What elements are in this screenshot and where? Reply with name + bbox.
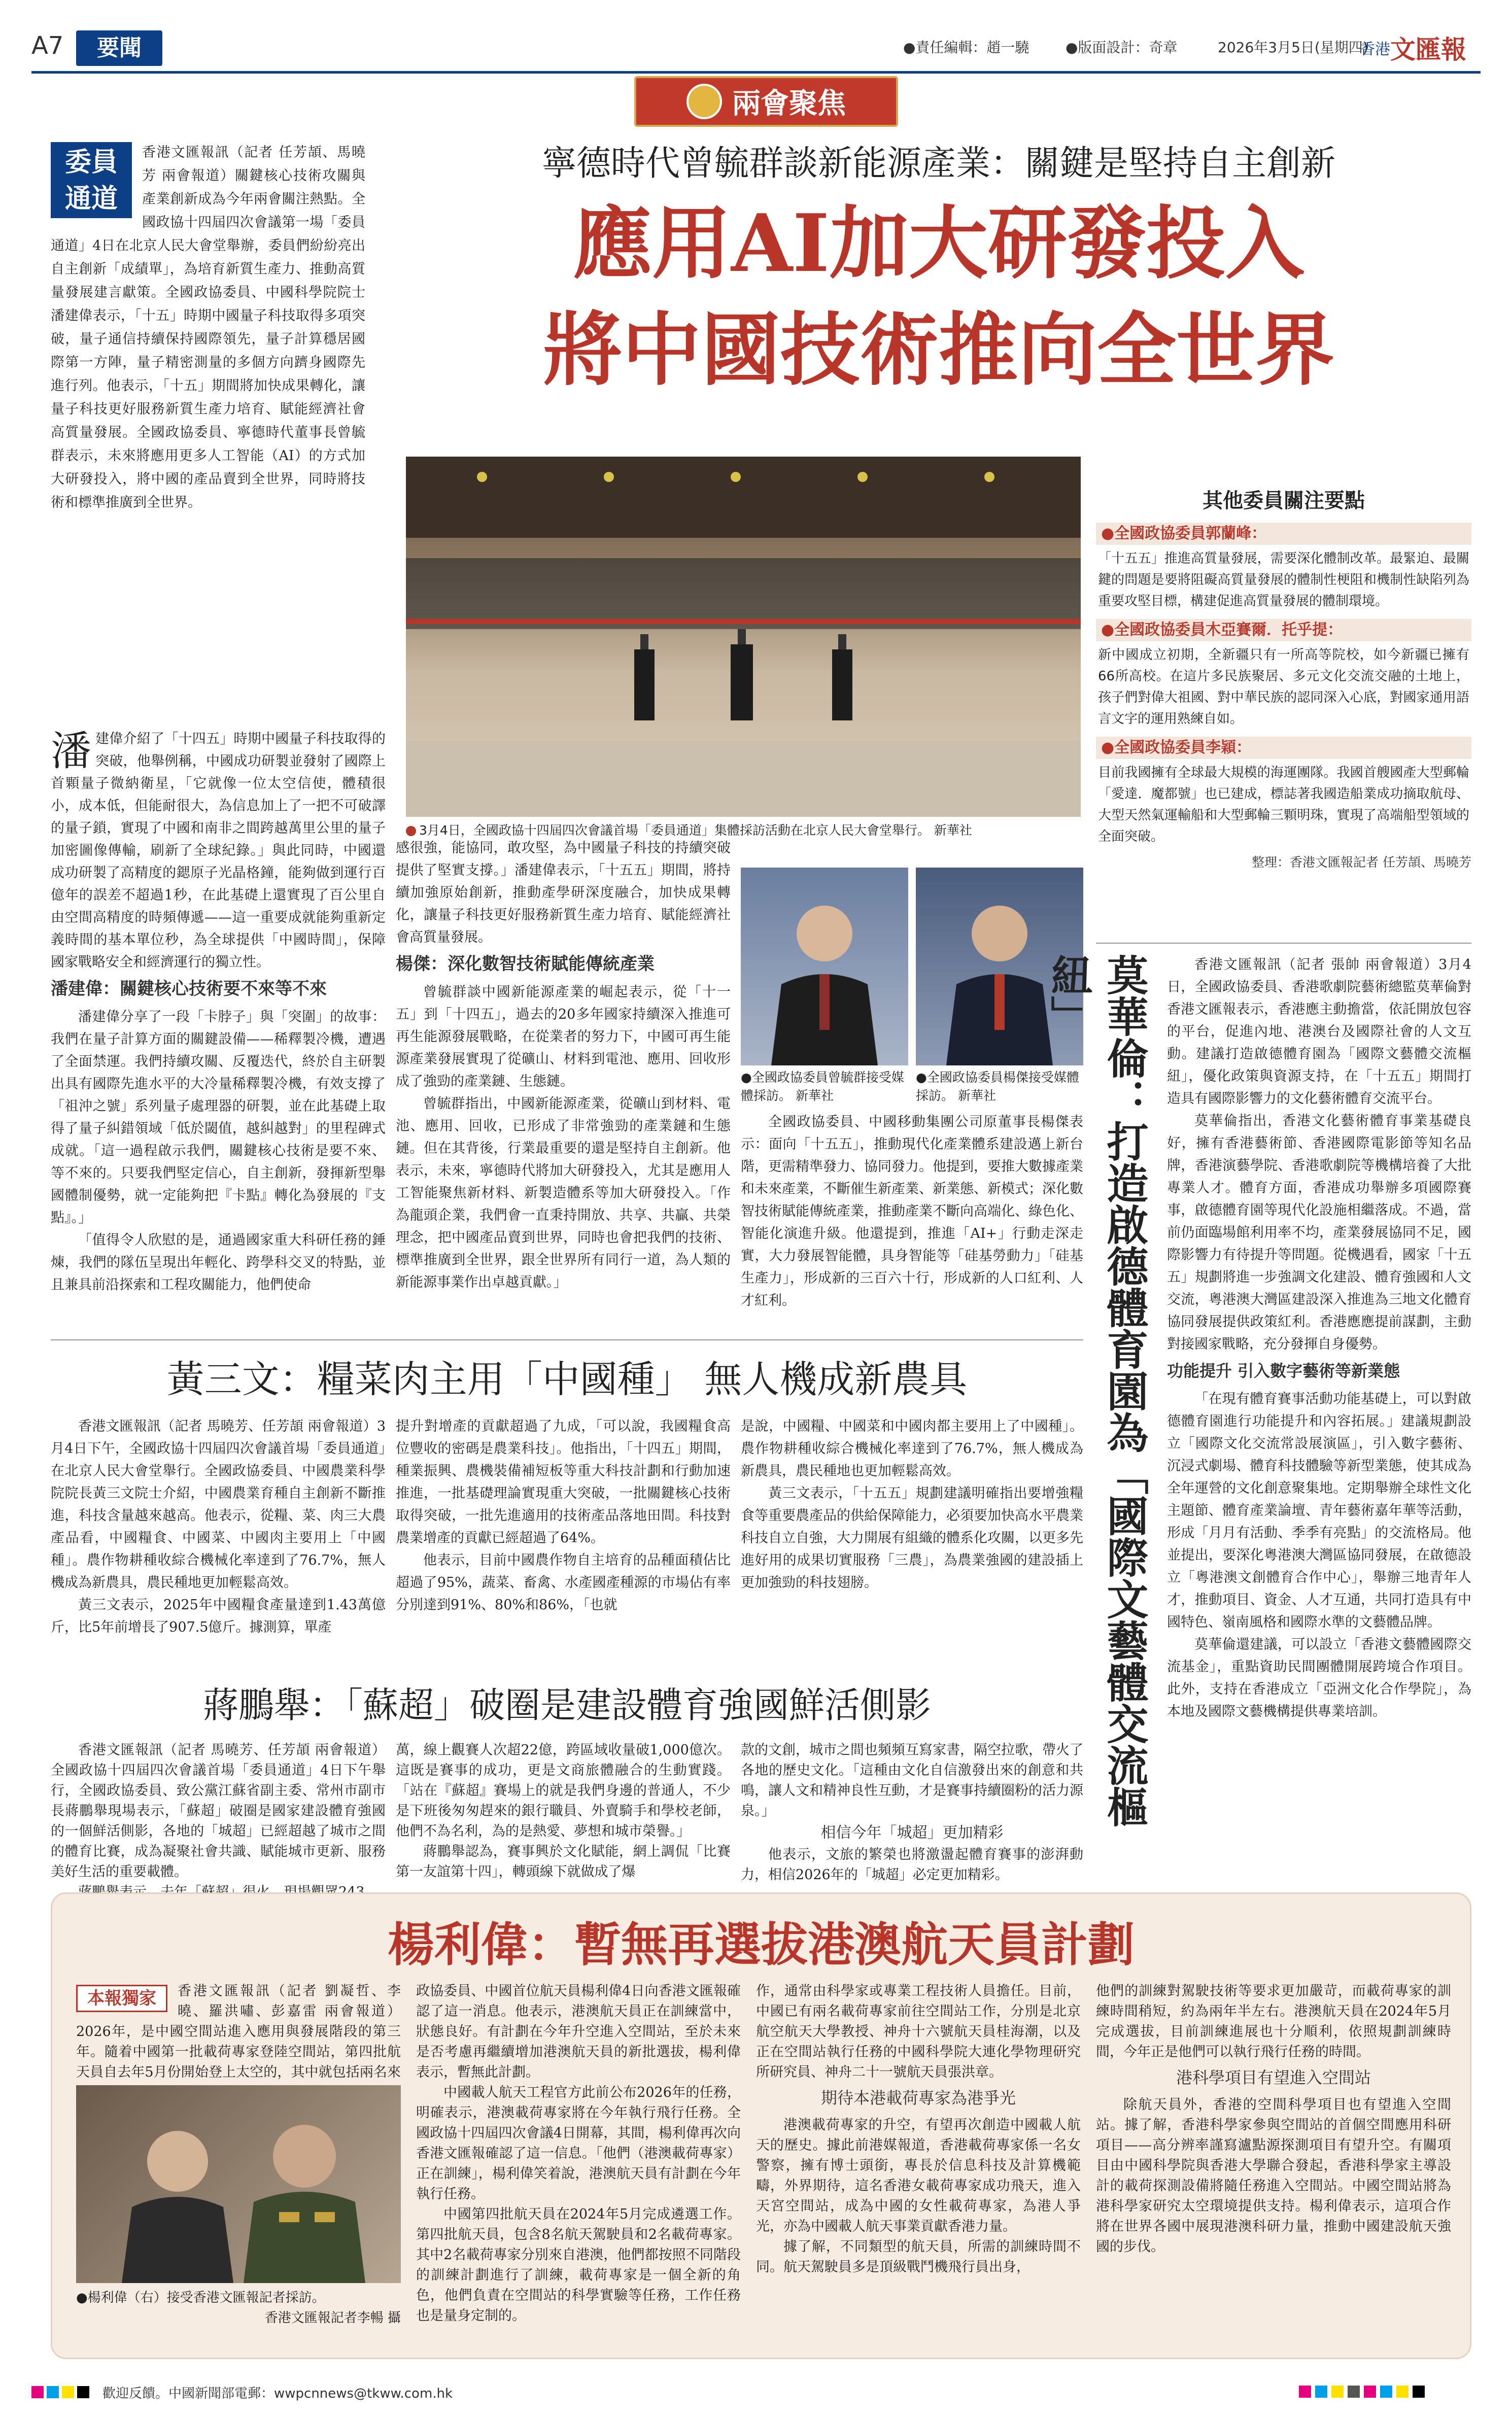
huang-col-2 — [396, 1415, 731, 1679]
sidebar-item-text: 「十五五」推進高質量發展，需要深化體制改革。最緊迫、最關鍵的問題是要將阻礙高質量發展的體制性梗阻和機制性缺陷列為重要攻堅目標，構建促進高質量發展的體制環境。 — [1098, 551, 1469, 609]
jiang-body-5: 款的文創，城市之間也頻頻互寫家書，隔空拉歌，帶火了各地的歷史文化。「這種由文化自信激發出來的創意和共鳴，讓人文和精神良性互動，才是賽事持續圈粉的活力源泉。」 — [741, 1742, 1083, 1819]
tag-line-1: 委員 — [64, 147, 118, 178]
headline-1: 應用AI加大研發投入 — [572, 197, 1304, 290]
huang-body-1: 香港文匯報訊（記者 馬曉芳、任芳頡 兩會報道）3月4日下午，全國政協十四屆四次會議首場「委員通道」在北京人民大會堂舉行。全國政協委員、中國農業科學院院長黃三文院士介紹，中國農業育種自主創新不斷推進，科技含量越來越高。他表示，從糧、菜、肉三大農產品看，中國糧食、中國菜、中國肉主要用上「中國種」。農作物耕種收綜合機械化率達到了76.7%，無人機成為新農具，農民種地更加輕鬆高效。 — [51, 1419, 386, 1591]
pan-body-3: 感很強，能協同，敢攻堅，為中國量子科技的持續突破提供了堅實支撐。」潘建偉表示，「十五五」期間，將持續加強原始創新，推動產學研深度融合，加快成果轉化，讓量子科技更好服務新質生產力培育、賦能經濟社會高質量發展。 — [396, 840, 731, 945]
pan-body-2: 「值得令人欣慰的是，通過國家重大科研任務的錘煉，我們的隊伍呈現出年輕化、跨學科交叉的特點，並且兼具前沿探索和工程攻關能力，他們使命 — [51, 1232, 386, 1293]
pan-column-1 — [51, 728, 386, 1332]
huang-col-1 — [51, 1415, 386, 1679]
sidebar-item-text: 目前我國擁有全球最大規模的海運團隊。我國首艘國產大型郵輪「愛達．魔都號」也已建成，標誌著我國造船業成功摘取航母、大型天然氣運輸船和大型郵輪三顆明珠，實現了高端船型領域的全面突破。 — [1098, 765, 1469, 844]
paper-logo: 香港文匯報 — [1360, 35, 1466, 64]
pan-intro: 建偉介紹了「十四五」時期中國量子科技取得的突破，他舉例稱，中國成功研製並發射了國際上首顆量子微納衛星，「它就像一位太空信使，體積很小，成本低，但能耐很大，為信息加上了一把不可破譯的量子鎖，實現了中國和南非之間跨越萬里公里的量子加密圖像傳輸，刷新了全球紀錄。」與此同時，中國還成功研製了高精度的鍶原子光晶格鐘，能夠做到運行百億年的誤差不超過1秒，在此基礎上還實現了百公里自由空間高精度的時頻傳遞——這一重要成就能夠重新定義時間的基本單位秒，為全球提供「中國時間」，保障國家戰略安全和經濟運行的獨立性。 — [51, 731, 386, 970]
jiang-col-3 — [741, 1740, 1083, 1882]
bottom-body-4: 中國第四批航天員在2024年5月完成遴選工作。第四批航天員，包含8名航天駕駛員和2名載荷專家。其中2名載荷專家分別來自港澳，他們都按照不同階段的訓練計劃進行了訓練，載荷專家是一個全新的角色，他們負責在空間站的科學實驗等任務，工作任務也是量身定制的。 — [416, 2206, 741, 2324]
jiang-col-2 — [396, 1740, 731, 1882]
yang-liwei-caption: ●楊利偉（右）接受香港文匯報記者採訪。 — [76, 2290, 325, 2305]
zeng-photo — [741, 868, 908, 1065]
bottom-col-1 — [76, 1981, 401, 2083]
yang-caption: ●全國政協委員楊傑接受媒體採訪。 新華社 — [916, 1070, 1079, 1103]
sidebar-item-2 — [1096, 619, 1471, 737]
bottom-col-2 — [416, 1981, 741, 2346]
huang-col-3 — [741, 1415, 1083, 1679]
jiang-body-6: 他表示，文旅的繁榮也將激盪起體育賽事的澎湃動力，相信2026年的「城超」必定更加精彩。 — [741, 1847, 1083, 1883]
color-bar — [31, 2386, 92, 2398]
pan-body-1: 潘建偉分享了一段「卡脖子」與「突圍」的故事：我們在量子計算方面的關鍵設備——稀釋製冷機，遭遇了全面禁運。我們持續攻關、反覆迭代，終於自主研製出具有國際先進水平的大冷量稀釋製冷機，有效支撐了「祖沖之號」系列量子處理器的研製，並在此基礎上取得了量子糾錯領域「低於閾值，越糾越對」的里程碑式成就。「這一過程啟示我們，關鍵核心技術是要不來、等不來的。只要我們堅定信心，自主創新，發揮新型舉國體制優勢，就一定能夠把『卡點』轉化為發展的『支點』。」 — [51, 1009, 386, 1226]
main-photo — [406, 457, 1081, 817]
sidebar-item-name: ●全國政協委員木亞賽爾．托乎提： — [1096, 619, 1471, 641]
sidebar-rule — [1096, 943, 1471, 944]
bottom-col-4 — [1096, 1981, 1451, 2346]
bottom-body-8: 他們的訓練對駕駛技術等要求更加嚴苛，而載荷專家的訓練時間稍短，約為兩年半左右。港澳航天員在2024年5月完成選拔，目前訓練進展也十分順利，依照規劃訓練時間，今年正是他們可以執行飛行任務的時間。 — [1096, 1983, 1451, 2060]
bottom-body-3: 中國載人航天工程官方此前公布2026年的任務，明確表示，港澳載荷專家將在今年執行飛行任務。全國政協十四屆四次會議4日開幕，其間，楊利偉再次向香港文匯報確認了這一信息。「他們（港澳載荷專家）正在訓練」，楊利偉笑着說，港澳航天員有計劃在今年執行任務。 — [416, 2085, 741, 2202]
header-rule — [31, 71, 1481, 74]
jiang-title: 蔣鵬舉：「蘇超」破圈是建設體育強國鮮活側影 — [203, 1684, 931, 1726]
moh-body-3: 「在現有體育賽事活動功能基礎上，可以對啟德體育園進行功能提升和內容拓展。」建議規劃設立「國際文化交流常設展演區」，引入數字藝術、沉浸式劇場、體育科技體驗等新型業態，使其成為全年運營的文化創意聚集地。定期舉辦全球性文化主題節、體育產業論壇、青年藝術嘉年華等活動，形成「月月有活動、季季有亮點」的交流格局。他並提出，要深化粵港澳大灣區協同發展，在啟德設立「粵港澳文創體育合作中心」，舉辦三地青年人才，推動項目、資金、人才互通，共同打造具有中國特色、嶺南風格和國際水準的文藝體品牌。 — [1167, 1391, 1471, 1630]
sidebar-title: 其他委員關注要點 — [1202, 489, 1365, 512]
moh-article — [1167, 954, 1471, 1847]
footer — [31, 2379, 1481, 2405]
bottom-subheading-1: 期待本港載荷專家為港爭光 — [820, 2088, 1016, 2108]
sidebar-item-3 — [1096, 737, 1471, 852]
huang-body-4: 他表示，目前中國農作物自主培育的品種面積佔比超過了95%，蔬菜、畜禽、水產國產種源的市場佔有率分別達到91%、80%和86%，「也就 — [396, 1552, 731, 1613]
yang-column — [741, 1111, 1083, 1332]
headline-2: 將中國技術推向全世界 — [543, 303, 1334, 396]
yang-subheading: 楊傑：深化數智技術賦能傳統產業 — [396, 954, 655, 974]
header-designer: ●版面設計：奇章 — [1066, 39, 1178, 56]
jiang-subheading: 相信今年「城超」更加精彩 — [820, 1824, 1004, 1842]
zeng-body-1: 曾毓群談中國新能源產業的崛起表示，從「十一五」到「十四五」，過去的20多年國家持續深入推進可再生能源發展戰略，在從業者的努力下，中國可再生能源產業發展實現了從礦山、材料到電池、應用、回收形成了強勁的產業鏈、生態鏈。 — [396, 984, 731, 1089]
bottom-title: 楊利偉：暫無再選拔港澳航天員計劃 — [387, 1918, 1135, 1972]
pan-subheading: 潘建偉：關鍵核心技術要不來等不來 — [51, 979, 327, 999]
bottom-body-5: 作，通常由科學家或專業工程技術人員擔任。目前，中國已有兩名載荷專家前往空間站工作，分別是北京航空航天大學教授、神舟十六號航天員桂海潮，以及正在空間站執行任務的中國科學院大連化學物理研究所研究員、神舟二十一號航天員張洪章。 — [756, 1983, 1081, 2080]
sidebar-credit: 整理：香港文匯報記者 任芳頡、馬曉芳 — [1252, 855, 1471, 870]
huang-body-6: 黃三文表示，「十五五」規劃建議明確指出要增強糧食等重要農產品的供給保障能力，必須要加快高水平農業科技自立自強，大力開展有組織的體系化攻關，以更多先進好用的成果切實服務「三農」，為農業強國的建設插上更加強勁的科技翅膀。 — [741, 1486, 1083, 1591]
banner — [634, 76, 898, 127]
page-number: A7 — [31, 31, 64, 60]
huang-body-3: 提升對增產的貢獻超過了九成，「可以說，我國糧食高位豐收的密碼是農業科技」。他指出，「十四五」期間，種業振興、農機裝備補短板等重大科技計劃和行動加速推進，一批基礎理論實現重大突破，一批關鍵核心技術取得突破，一批先進適用的技術產品落地田間。科技對農業增產的貢獻已經超過了64%。 — [396, 1419, 731, 1546]
section-tag: 要聞 — [76, 30, 162, 66]
exclusive-tag: 本報獨家 — [76, 1985, 167, 2012]
bottom-body-7: 據了解，不同類型的航天員，所需的訓練時間不同。航天駕駛員多是頂級戰鬥機飛行員出身， — [756, 2239, 1081, 2275]
main-photo-caption: 3月4日，全國政協十四屆四次會議首場「委員通道」集體採訪活動在北京人民大會堂舉行。 新華社 — [406, 821, 1081, 840]
bottom-col-3 — [756, 1981, 1081, 2346]
lead-article — [51, 141, 365, 689]
footer-text: 歡迎反饋。中國新聞部電郵：wwpcnnews@tkww.com.hk — [102, 2386, 453, 2401]
bottom-body-2: 政協委員、中國首位航天員楊利偉4日向香港文匯報確認了這一消息。他表示，港澳航天員正在訓練當中，狀態良好。有計劃在今年升空進入空間站，至於未來是否考慮再繼續增加港澳航天員的新批選拔，楊利偉表示，暫無此計劃。 — [416, 1983, 741, 2080]
moh-body-1: 香港文匯報訊（記者 張帥 兩會報道）3月4日，全國政協委員、香港歌劇院藝術總監莫華倫對香港文匯報表示，香港應主動擔當，依託開放包容的平台，促進內地、港澳台及國際社會的人文互動。建議打造啟德體育園為「國際文藝體交流樞紐」，優化政策與資源支持，在「十五五」期間打造具有國際影響力的文化藝術體育交流平台。 — [1167, 957, 1471, 1107]
jiang-body-3: 萬，線上觀賽人次超22億，跨區域收量破1,000億次。這既是賽事的成功，更是文商旅體融合的生動實踐。「站在『蘇超』賽場上的就是我們身邊的普通人，不少是下班後匆匆趕來的銀行職員、外賣騎手和學校老師，他們不為名利，為的是熱愛、夢想和城市榮譽。」 — [396, 1742, 731, 1839]
jiang-body-4: 蔣鵬舉認為，賽事興於文化賦能，網上調侃「比賽第一友誼第十四」，轉頭線下就做成了爆 — [396, 1844, 731, 1880]
footer-swatches-right — [1299, 2386, 1425, 2398]
yang-body: 全國政協委員、中國移動集團公司原董事長楊傑表示：面向「十五五」，推動現代化產業體系建設邁上新台階，更需精準發力、協同發力。他提到，要推大數據產業和未來產業，不斷催生新產業、新業態、新模式；深化數智技術賦能傳統產業，推動產業不斷向高端化、綠色化、智能化演進升級。他還提到，推進「AI+」行動走深走實，大力發展智能體，具身智能等「硅基勞動力」「硅基生產力」，形成新的三百六十行，形成新的人口紅利、人才紅利。 — [741, 1114, 1083, 1308]
bottom-body-6: 港澳載荷專家的升空，有望再次創造中國載人航天的歷史。據此前港媒報道，香港載荷專家係一名女警察，擁有博士頭銜，專長於信息科技及計算機範疇，外界期待，這名香港女載荷專家成功飛天，進入天宮空間站，成為中國的女性載荷專家，為港人爭光，亦為中國載人航天事業貢獻香港力量。 — [756, 2117, 1081, 2234]
tag-line-2: 通道 — [64, 184, 118, 214]
sidebar-item-text: 新中國成立初期，全新疆只有一所高等院校，如今新疆已擁有66所高校。在這片多民族聚居、多元文化交流交融的土地上，孩子們對偉大祖國、對中華民族的認同深入心底，對國家通用語言文字的運用熟練自如。 — [1098, 647, 1469, 727]
moh-subheading: 功能提升 引入數字藝術等新業態 — [1167, 1361, 1400, 1380]
header-editor: ●責任編輯：趙一驍 — [903, 39, 1029, 56]
moh-body-2: 莫華倫指出，香港文化藝術體育事業基礎良好，擁有香港藝術節、香港國際電影節等知名品牌，香港演藝學院、香港歌劇院等機構培養了大批專業人才。體育方面，香港成功舉辦多項國際賽事，啟德體育園等現代化設施相繼落成。不過，當前仍面臨場館利用率不均，產業發展協同不足，國際影響力有待提升等問題。從機遇看，國家「十五五」規劃將進一步強調文化建設、體育強國和人文交流，粵港澳大灣區建設深入推進為三地文化體育協同發展提供政策紅利。香港應應提前謀劃，主動對接國家戰略，充分發揮自身優勢。 — [1167, 1113, 1471, 1352]
huang-rule — [51, 1339, 1083, 1340]
kicker: 寧德時代曾毓群談新能源產業：關鍵是堅持自主創新 — [541, 144, 1335, 184]
huang-body-5: 是說，中國糧、中國菜和中國肉都主要用上了中國種」。農作物耕種收綜合機械化率達到了76.7%，無人機成為新農具，農民種地也更加輕鬆高效。 — [741, 1419, 1083, 1479]
zeng-caption: ●全國政協委員曾毓群接受媒體採訪。 新華社 — [741, 1070, 904, 1103]
national-emblem-icon — [686, 84, 722, 119]
zeng-body-2: 曾毓群指出，中國新能源產業，從礦山到材料、電池、應用、回收，已形成了非常強勁的產業鏈和生態鏈。但在其背後，行業最重要的還是堅持自主創新。他表示，未來，寧德時代將加大研發投入，尤其是應用人工智能聚焦新材料、新製造體系等加大研發投入。「作為龍頭企業，我們會一直秉持開放、共享、共贏、共榮理念，把中國產品賣到世界，同時也會把我們的技術、標準推廣到全世界，跟全世界所有同行一道，為人類的新能源事業作出卓越貢獻。」 — [396, 1096, 731, 1290]
moh-body-4: 莫華倫還建議，可以設立「香港文藝體國際交流基金」，重點資助民間團體開展跨境合作項目。此外，支持在香港成立「亞洲文化合作學院」，為本地及國際文藝機構提供專業培訓。 — [1167, 1637, 1471, 1719]
jiang-col-1 — [51, 1740, 386, 1882]
huang-body-2: 黃三文表示，2025年中國糧食產量達到1.43萬億斤，比5年前增長了907.5億斤。據測算，單產 — [51, 1597, 386, 1635]
bottom-subheading-2: 港科學項目有望進入空間站 — [1176, 2068, 1371, 2087]
drop-cap: 潘 — [51, 728, 91, 775]
sidebar-item-name: ●全國政協委員郭蘭峰： — [1096, 523, 1471, 545]
sidebar-box — [1096, 479, 1471, 936]
header-date: 2026年3月5日(星期四) — [1218, 39, 1368, 56]
mid-column — [396, 837, 731, 1332]
moh-vertical-title: 莫華倫：打造啟德體育園為「國際文藝體交流樞紐」 — [1044, 954, 1148, 1827]
bottom-body-1: 香港文匯報訊（記者 劉凝哲、李曉、羅洪嘯、彭嘉雷 兩會報道）2026年，是中國空間站進入應用與發展階段的第三年。隨着中國第一批載荷專家登陸空間站，第四批航天員自去年5月份開始登上太空的，其中就包括兩名來 — [76, 1983, 401, 2080]
banner-text: 兩會聚焦 — [732, 87, 846, 120]
yang-liwei-credit: 香港文匯報記者李暢 攝 — [264, 2310, 401, 2326]
yang-liwei-photo — [76, 2085, 401, 2283]
sidebar-item-name: ●全國政協委員李穎： — [1096, 737, 1471, 759]
jiang-body-1: 香港文匯報訊（記者 馬曉芳、任芳頡 兩會報道）全國政協十四屆四次會議首場「委員通道」4日下午舉行，全國政協委員、致公黨江蘇省副主委、常州市副市長蔣鵬舉現場表示，「蘇超」破圈是國家建設體育強國的一個鮮活側影，各地的「城超」已經超越了城市之間的體育比賽，成為凝聚社會共識、賦能城市更新、服務美好生活的重要載體。 — [51, 1742, 386, 1880]
sidebar-item-1 — [1096, 523, 1471, 619]
lead-text: 香港文匯報訊（記者 任芳頡、馬曉芳 兩會報道）關鍵核心技術攻關與產業創新成為今年兩會關注熱點。全國政協十四屆四次會議第一場「委員通道」4日在北京人民大會堂舉辦，委員們紛紛亮出自主創新「成績單」，為培育新質生產力、推動高質量發展建言獻策。全國政協委員、中國科學院院士潘建偉表示，「十五」時期中國量子科技取得多項突破，量子通信持續保持國際領先，量子計算穩居國際第一方陣，量子精密測量的多個方向躋身國際先進行列。他表示，「十五」期間將加快成果轉化，讓量子科技更好服務新質生產力培育、賦能經濟社會高質量發展。全國政協委員、寧德時代董事長曾毓群表示，未來將應用更多人工智能（AI）的方式加大研發投入，將中國的產品賣到全世界，同時將技術和標準推廣到全世界。 — [51, 145, 365, 510]
bottom-body-9: 除航天員外，香港的空間科學項目也有望進入空間站。據了解，香港科學家參與空間站的首個空間應用科研項目——高分辨率謹寫瀘點源探測項目有望升空。有關項目由中國科學院與香港大學聯合發起，香港科學家主導設計的載荷探測設備將隨任務進入空間站。中國空間站將為港科學家研究太空環境提供支持。楊利偉表示，這項合作將在世界各國中展現港澳科研力量，推動中國建設航天強國的步伐。 — [1096, 2097, 1451, 2255]
huang-title: 黃三文：糧菜肉主用「中國種」 無人機成新農具 — [166, 1358, 968, 1401]
